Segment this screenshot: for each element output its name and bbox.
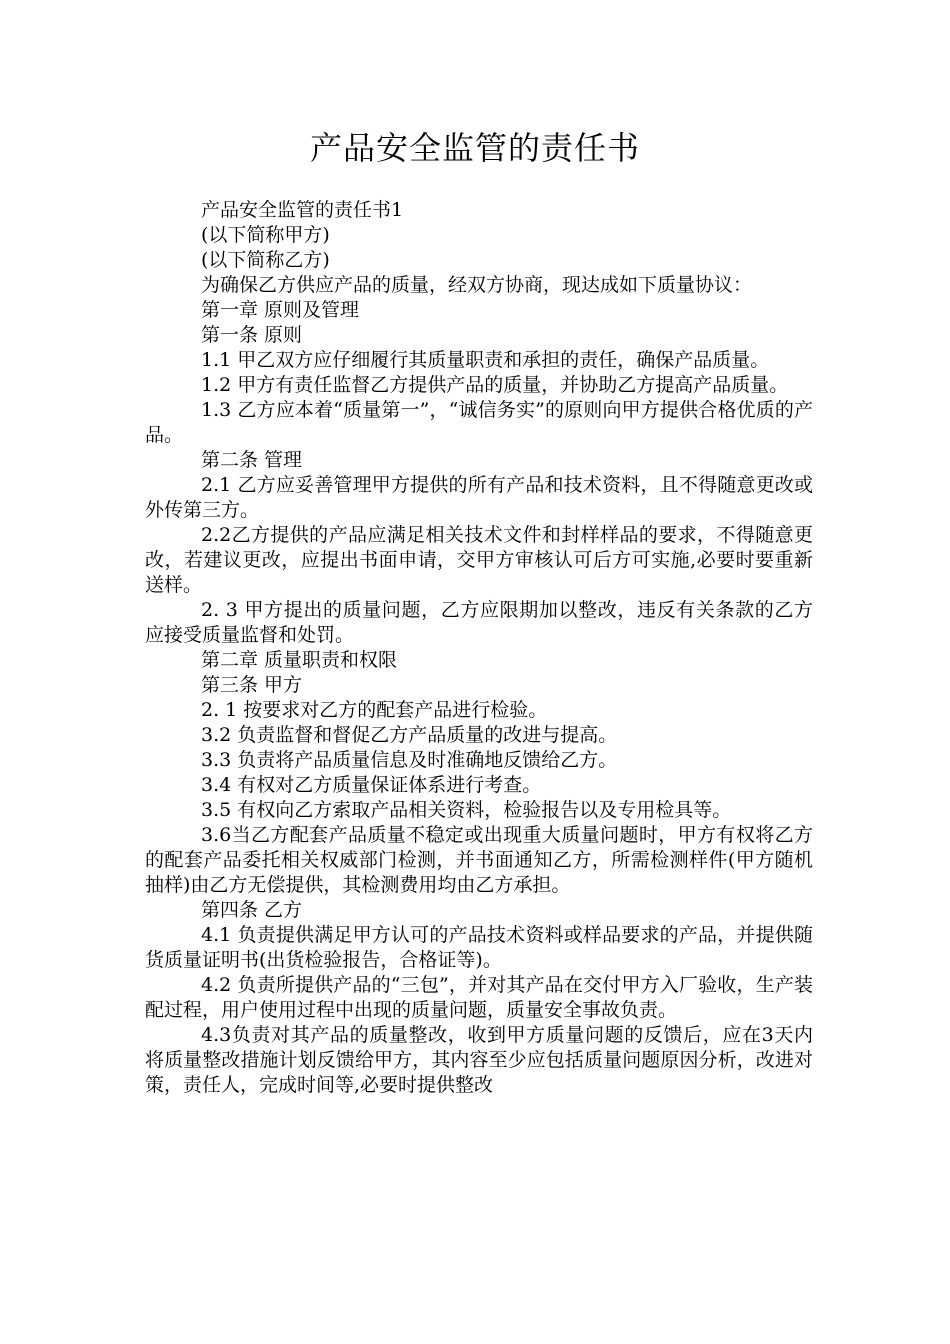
- paragraph: (以下简称乙方): [201, 249, 330, 271]
- paragraph: 产品安全监管的责任书1: [201, 199, 404, 221]
- paragraph: 2.2乙方提供的产品应满足相关技术文件和封样样品的要求，不得随意更改，若建议更改，应提出书面申请，交甲方审核认可后方可实施,必要时要重新送样。: [145, 524, 813, 596]
- article-heading: 第一条 原则: [201, 324, 303, 346]
- chapter-heading: 第一章 原则及管理: [201, 299, 360, 321]
- document-body: [145, 198, 813, 1098]
- paragraph: 4.1 负责提供满足甲方认可的产品技术资料或样品要求的产品，并提供随货质量证明书(出货检验报告，合格证等)。: [145, 924, 813, 971]
- paragraph: 3.4 有权对乙方质量保证体系进行考查。: [201, 774, 542, 796]
- paragraph: (以下简称甲方): [201, 224, 330, 246]
- paragraph: 3.6当乙方配套产品质量不稳定或出现重大质量问题时，甲方有权将乙方的配套产品委托相关权威部门检测，并书面通知乙方，所需检测样件(甲方随机抽样)由乙方无偿提供，其检测费用均由乙方承担。: [145, 824, 813, 896]
- paragraph: 1.3 乙方应本着“质量第一”，“诚信务实”的原则向甲方提供合格优质的产品。: [145, 399, 813, 446]
- paragraph: 4.2 负责所提供产品的“三包”，并对其产品在交付甲方入厂验收，生产装配过程，用户使用过程中出现的质量问题，质量安全事故负责。: [145, 974, 813, 1021]
- article-heading: 第四条 乙方: [201, 899, 303, 921]
- paragraph: 为确保乙方供应产品的质量，经双方协商，现达成如下质量协议：: [201, 274, 753, 296]
- article-heading: 第三条 甲方: [201, 674, 303, 696]
- paragraph: 3.3 负责将产品质量信息及时准确地反馈给乙方。: [201, 749, 618, 771]
- paragraph: 1.1 甲乙双方应仔细履行其质量职责和承担的责任，确保产品质量。: [201, 349, 770, 371]
- article-heading: 第二条 管理: [201, 449, 303, 471]
- page-title: 产品安全监管的责任书: [309, 129, 640, 167]
- paragraph: 3.2 负责监督和督促乙方产品质量的改进与提高。: [201, 724, 618, 746]
- paragraph: 2. 3 甲方提出的质量问题，乙方应限期加以整改，违反有关条款的乙方应接受质量监督和处罚。: [145, 599, 813, 646]
- paragraph: 2. 1 按要求对乙方的配套产品进行检验。: [201, 699, 548, 721]
- chapter-heading: 第二章 质量职责和权限: [201, 649, 398, 671]
- paragraph: 2.1 乙方应妥善管理甲方提供的所有产品和技术资料，且不得随意更改或外传第三方。: [145, 474, 813, 521]
- paragraph: 1.2 甲方有责任监督乙方提供产品的质量，并协助乙方提高产品质量。: [201, 374, 789, 396]
- paragraph: 3.5 有权向乙方索取产品相关资料，检验报告以及专用检具等。: [201, 799, 732, 821]
- paragraph: 4.3负责对其产品的质量整改，收到甲方质量问题的反馈后，应在3天内将质量整改措施计划反馈给甲方，其内容至少应包括质量问题原因分析，改进对策，责任人，完成时间等,必要时提供整改: [145, 1024, 813, 1096]
